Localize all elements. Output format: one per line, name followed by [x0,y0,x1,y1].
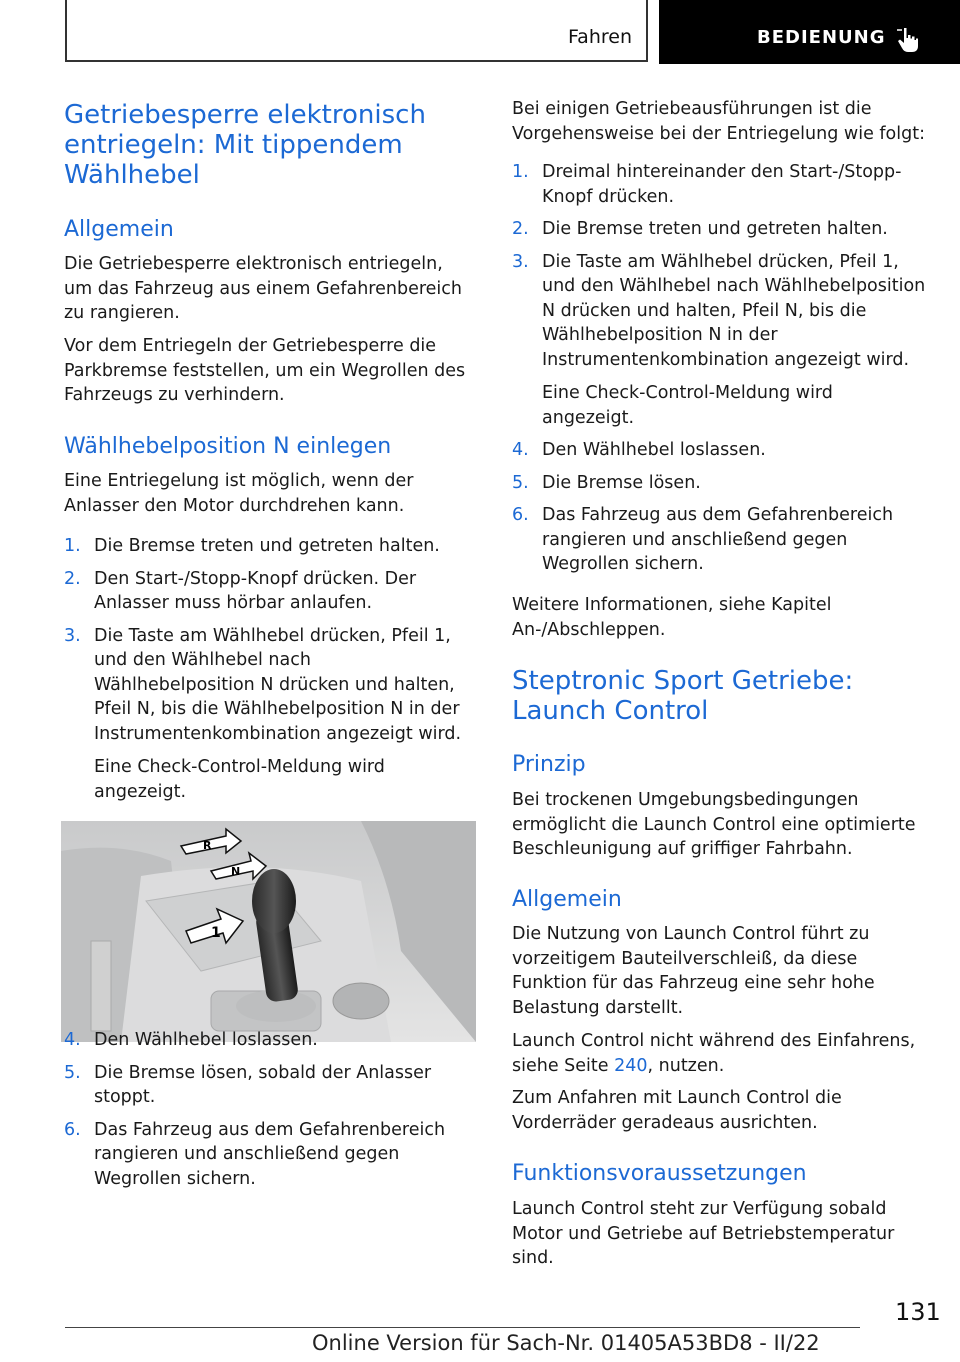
list-item [64,1028,476,1053]
paragraph-allgemein-1: Die Getriebesperre elektronisch entriegeln, um das Fahrzeug aus einem Gefahrenbereich zu rangieren. [64,254,462,323]
list-item [512,503,928,577]
list-item [512,160,928,209]
heading-allgemein: Allgemein [64,217,174,242]
list-number: 4. [512,440,529,460]
paragraph-allgemein-right-1: Die Nutzung von Launch Control führt zu vorzeitigem Bauteilverschleiß, da diese Funktion für das Fahrzeug eine sehr hohe Belastung darstellt. [512,924,875,1018]
list-number: 4. [64,1030,81,1050]
list-item [64,1118,476,1192]
steps-list-a [64,534,476,804]
paragraph-intro: Bei einigen Getriebeausführungen ist die Vorgehensweise bei der Entriegelung wie folgt: [512,99,925,144]
list-number: 5. [512,472,529,493]
list-item [64,624,476,805]
gear-selector-illustration [61,821,476,1042]
heading-getriebesperre: Getriebesperre elektronisch entriegeln: Mit tippendem Wählhebel [64,100,426,190]
list-item [64,567,476,616]
heading-prinzip: Prinzip [512,752,586,777]
list-item [512,438,928,463]
list-subtext: Eine Check-Control-Meldung wird angezeigt. [542,383,833,428]
list-number: 6. [512,505,529,525]
heading-allgemein-right: Allgemein [512,887,622,912]
list-text: Die Bremse lösen. [542,472,701,493]
list-text: Den Wählhebel loslassen. [94,1030,318,1050]
paragraph-weitere: Weitere Informationen, siehe Kapitel An-/Abschleppen. [512,595,832,640]
footer-divider [65,1327,860,1328]
header-chapter-title: BEDIENUNG [757,27,886,48]
list-number: 5. [64,1062,81,1083]
paragraph-allgemein-right-3: Zum Anfahren mit Launch Control die Vorderräder geradeaus ausrichten. [512,1088,842,1133]
steps-list-right [512,160,928,577]
page-number: 131 [895,1298,941,1326]
list-text: Dreimal hintereinander den Start-/Stopp-Knopf drücken. [542,162,902,207]
paragraph-entriegelung: Eine Entriegelung ist möglich, wenn der Anlasser den Motor durchdrehen kann. [64,471,414,516]
heading-funktionsvoraussetzungen: Funktionsvoraussetzungen [512,1161,807,1186]
header-chapter-box [659,0,960,64]
list-item [64,534,476,559]
list-subtext: Eine Check-Control-Meldung wird angezeigt. [94,757,385,802]
list-number: 2. [64,568,81,589]
hand-pointer-icon [895,26,921,54]
heading-waehlhebelposition: Wählhebelposition N einlegen [64,434,392,459]
text-run: , nutzen. [647,1055,725,1076]
list-number: 3. [64,625,81,646]
paragraph-funktion: Launch Control steht zur Verfügung sobald Motor und Getriebe auf Betriebstemperatur sind. [512,1199,895,1268]
footer-online-version: Online Version für Sach-Nr. 01405A53BD8 - II/22 [312,1331,820,1355]
list-item [512,471,928,496]
list-number: 6. [64,1119,81,1140]
list-text: Den Start-/Stopp-Knopf drücken. Der Anlasser muss hörbar anlaufen. [94,568,417,613]
paragraph-prinzip: Bei trockenen Umgebungsbedingungen ermöglicht die Launch Control eine optimierte Beschleunigung auf griffiger Fahrbahn. [512,790,916,859]
list-text: Die Bremse treten und getreten halten. [542,219,888,239]
paragraph-allgemein-right-2 [512,1029,928,1078]
list-item [512,250,928,431]
gear-selector-photo [61,821,476,1042]
list-item [64,1061,476,1110]
list-item [512,217,928,242]
page-link-240[interactable]: 240 [614,1055,648,1076]
paragraph-allgemein-2: Vor dem Entriegeln der Getriebesperre die Parkbremse feststellen, um ein Wegrollen des Fahrzeugs zu verhindern. [64,336,466,405]
list-text: Das Fahrzeug aus dem Gefahrenbereich rangieren und anschließend gegen Wegrollen sichern. [542,505,894,574]
list-number: 2. [512,219,529,239]
label-1: 1 [211,925,221,941]
text-run: Launch Control nicht während des Einfahrens, siehe Seite [512,1031,916,1076]
header-section-box [65,0,648,62]
list-text: Die Bremse treten und getreten halten. [94,536,440,556]
list-number: 3. [512,251,529,272]
list-text: Das Fahrzeug aus dem Gefahrenbereich rangieren und anschließend gegen Wegrollen sichern. [94,1119,446,1189]
list-text: Die Taste am Wählhebel drücken, Pfeil 1, und den Wählhebel nach Wählhebelposition N drücken und halten, Pfeil N, bis die Wählhebelposition N in der Instrumentenkombination angezeigt wird. [542,251,926,370]
list-text: Die Bremse lösen, sobald der Anlasser stoppt. [94,1062,432,1107]
label-n: N [231,865,241,878]
list-text: Den Wählhebel loslassen. [542,440,766,460]
header-section-title: Fahren [568,26,632,48]
steps-list-b [64,1028,476,1191]
list-number: 1. [64,536,81,556]
list-text: Die Taste am Wählhebel drücken, Pfeil 1, und den Wählhebel nach Wählhebelposition N drücken und halten, Pfeil N, bis die Wählhebelposition N in der Instrumentenkombination angezeigt wird. [94,625,462,744]
heading-launch-control: Steptronic Sport Getriebe: Launch Control [512,666,854,726]
label-r: R [203,839,212,852]
list-number: 1. [512,162,529,182]
